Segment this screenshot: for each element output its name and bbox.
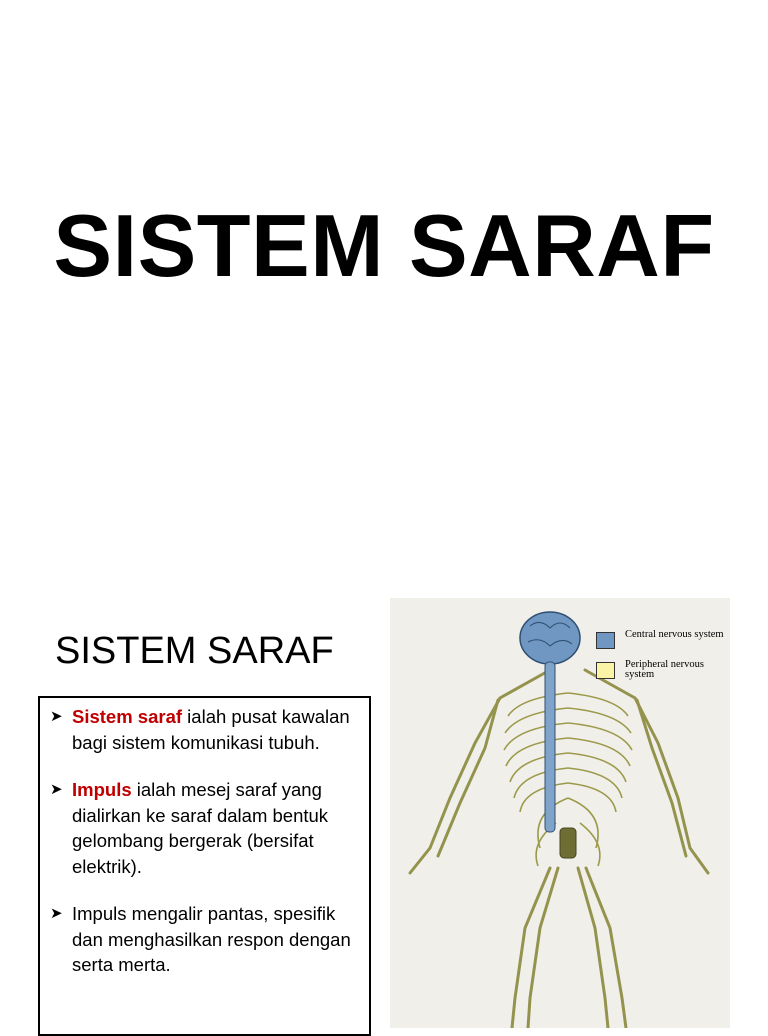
nervous-system-figure bbox=[390, 598, 730, 1028]
content-title: SISTEM SARAF bbox=[55, 630, 334, 672]
slide-title: SISTEM SARAF bbox=[53, 196, 715, 295]
bullet-text: Impuls mengalir pantas, spesifik dan menghasilkan respon dengan serta merta. bbox=[72, 903, 351, 975]
bullet-item bbox=[50, 901, 361, 978]
bullet-text: ialah pusat kawalan bagi sistem komunikasi tubuh. bbox=[72, 706, 350, 753]
bullet-text-box bbox=[38, 696, 371, 1036]
arrow-bullet-icon: ➤ bbox=[50, 905, 63, 922]
legend-label: Peripheral nervous system bbox=[625, 659, 705, 680]
legend-label: Central nervous system bbox=[625, 629, 724, 640]
arrow-bullet-icon: ➤ bbox=[50, 781, 63, 798]
bullet-text: ialah mesej saraf yang dialirkan ke saraf dalam bentuk gelombang bergerak (bersifat elektrik). bbox=[72, 779, 329, 877]
bullet-item bbox=[50, 704, 361, 755]
bullet-item bbox=[50, 777, 361, 879]
bullet-highlight: Impuls bbox=[72, 779, 132, 800]
legend-item bbox=[596, 630, 730, 649]
arrow-bullet-icon: ➤ bbox=[50, 708, 63, 725]
legend-item bbox=[596, 660, 730, 680]
content-slide bbox=[0, 560, 768, 1024]
legend-swatch-cns bbox=[596, 632, 615, 649]
bullet-highlight: Sistem saraf bbox=[72, 706, 183, 727]
legend-swatch-pns bbox=[596, 662, 615, 679]
spinal-cord-shape bbox=[545, 662, 555, 832]
brain-shape bbox=[520, 612, 580, 664]
